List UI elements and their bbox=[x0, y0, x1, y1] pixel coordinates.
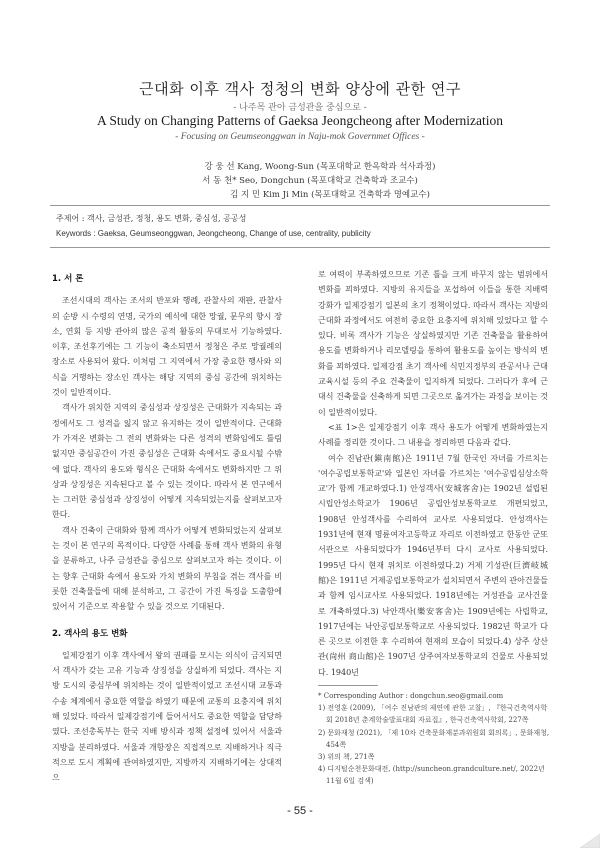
paper-subtitle-korean: - 나주목 관아 금성관을 중심으로 - bbox=[233, 103, 367, 113]
paper-subtitle-english: - Focusing on Geumseonggwan in Naju-mok Governmet Offices - bbox=[175, 132, 425, 142]
keywords-block bbox=[56, 211, 546, 241]
page-number: - 55 - bbox=[287, 805, 313, 817]
section-heading-use-change: 2. 객사의 용도 변화 bbox=[52, 628, 128, 639]
author-line: 서 동 천* Seo, Dongchun (목포대학교 건축학과 조교수) bbox=[202, 176, 418, 186]
body-paragraph: 일제강점기 이후 객사에서 왕의 권패를 모시는 의식이 금지되면서 객사가 갖는 고유 기능과 상징성을 상실하게 되었다. 객사는 지방 도시의 중심부에 위치하는 것이 일반적이었고 조선시대 교통과 수송 체계에서 중요한 역할을 하였기 때문에 교통의 요충지에 위치해 있었다. 따라서 일제강점기에 들어서서도 중요한 역할을 담당하였다. 조선총독부는 한국 지배 방식과 정책 설정에 있어서 서울과 지방을 분리하였다. 서울과 개항장은 직접적으로 지배하거나 직극적으로 도시 계획에 관여하였지만, 지방까지 지배하기에는 상대적으 bbox=[52, 650, 282, 783]
author-line: 강 웅 선 Kang, Woong-Sun (목포대학교 한옥학과 석사과정) bbox=[204, 162, 436, 172]
footnote-corresponding-author: * Corresponding Author : dongchun.seo@gmail.com bbox=[318, 692, 504, 700]
author-list bbox=[0, 160, 600, 202]
body-paragraph: 여수 진남관(鎭南館)은 1911년 7월 한국인 자녀를 가르치는 '여수공립보통학교'와 일본인 자녀를 가르치는 '여수공립심상소학교'가 함께 개교하였다.1) 안성객사(安城客舍)는 1902년 설립된 시립안성소학교가 1906년 공립안성보통학교로 개편되었고, 1908년 안성객사를 수리하여 교사로 사용되었다. 안성객사는 1931년에 현재 명륜여자고등학교 자리로 이전하였고 한동안 군또서관으로 사용되었다가 1946년부터 다시 교사로 사용되었다. 1995년 다시 현재 위치로 이전하였다.2) 거제 기성관(巨濟岐城館)은 1911년 거제공립보통학교가 설치되면서 주변의 관아건물들과 함께 임시교사로 사용되었다. 1918년에는 거성관을 교사건물로 개축하였다.3) 낙안객사(樂安客舍)는 1909년에는 사립학교, 1917년에는 낙안공립보통학교로 사용되었다. 1982년 학교가 다른 곳으로 이전한 후 수리하여 현재의 모습이 되었다.4) 상주 상산관(尙州 商山館)은 1907년 상주여자보통학교의 건물로 사용되었다. 1940년 bbox=[318, 453, 548, 677]
paper-title-korean: 근대화 이후 객사 정청의 변화 양상에 관한 연구 bbox=[139, 80, 461, 98]
section-heading-introduction: 1. 서 론 bbox=[52, 274, 84, 284]
footnote-item: 1) 전영훈 (2009), 「여수 진남관의 제연에 관한 고찰」, 『한국건축역사학회 2018년 춘계학술발표대회 자료집』, 한국건축역사학회, 227쪽 bbox=[318, 704, 548, 725]
body-paragraph: 조선시대의 객사는 조서의 반포와 행례, 관찰사의 재판, 관찰사의 순방 시 수령의 연명, 국가의 예식에 대한 망궐, 문무의 향시 장소, 연회 등 지방 관아의 많은 공적 활동의 무대로서 기능하였다. 이후, 조선후기에는 그 기능이 축소되면서 정청은 주로 망궐례의 장소로 사용되어 왔다. 이처럼 그 지역에서 가장 중요한 행사와 의식을 거행하는 장소인 객사는 해당 지역의 중심 공간에 위치하는 것이 일반적이다. bbox=[52, 296, 282, 398]
footnote-divider bbox=[318, 685, 378, 686]
body-paragraph: <표 1>은 일제강점기 이후 객사 용도가 어떻게 변화하였는지 사례를 정리한 것이다. 그 내용을 정리하면 다음과 같다. bbox=[318, 422, 548, 448]
author-line: 김 지 민 Kim Ji Min (목포대학교 건축학과 명예교수) bbox=[230, 190, 430, 200]
page-corner-icon bbox=[580, 834, 600, 848]
body-paragraph: 로 여력이 부족하였으므로 기존 틀을 크게 바꾸지 않는 범위에서 변화를 꾀하였다. 지방의 유지들을 포섭하여 이들을 통한 지배력 강화가 일제강점기 일본의 초기 정책이었다. 따라서 객사는 지방의 근대화 과정에서도 여전히 중요한 요충지에 위치해 있었다고 할 수 있다. 비록 객사가 기능은 상실하였지만 기존 건축물을 활용하여 용도를 변화하거나 리모델링을 통하여 활용도를 높이는 방식의 변화를 꾀하였다. 일제강점 초기 객사에 식민지정부의 관공서나 근대 교육시설 등의 주요 건축물이 입지하게 되었다. 그러다가 후에 근대식 건축물을 신축하게 되면 그곳으로 옮겨가는 과정을 보이는 것이 일반적이었다. bbox=[318, 270, 548, 417]
body-paragraph: 객사가 위치한 지역의 중심성과 상징성은 근대화가 지속되는 과정에서도 그 성격을 잃지 않고 유지하는 것이 일반적이다. 근대화가 가져온 변화는 그 전의 변화와는 다른 성격의 변화임에도 틀림없지만 중심공간이 가진 중심성은 근대화 속에서도 중요시될 수밖에 없다. 객사의 용도와 형식은 근대화 속에서도 변화하지만 그 위상과 상징성은 지속된다고 볼 수 있는 것이다. 따라서 본 연구에서는 그러한 중심성과 상징성이 어떻게 지속되었는지를 살펴보고자 한다. bbox=[52, 403, 282, 520]
keywords-english: Keywords : Gaeksa, Geumseonggwan, Jeongcheong, Change of use, centrality, publicity bbox=[56, 229, 371, 238]
footnote-item: 4) 디지털순천문화대전, (http://suncheon.grandculture.net/, 2022년 11월 6일 검색) bbox=[318, 765, 545, 786]
footnotes bbox=[318, 685, 550, 788]
footnote-item: 3) 위의 책, 271쪽 bbox=[318, 753, 375, 762]
keywords-korean: 주제어 : 객사, 금성관, 정청, 용도 변화, 중심성, 공공성 bbox=[56, 214, 247, 223]
body-paragraph: 객사 건축이 근대화와 함께 객사가 어떻게 변화되었는지 살펴보는 것이 본 연구의 목적이다. 다양한 사례를 통해 객사 변화의 유형을 분류하고, 나주 금성관을 중심으로 살펴보고자 하는 것이다. 이는 향후 근대화 속에서 용도와 가치 변화의 부침을 겪는 객사를 비롯한 건축물들에 대해 분석하고, 그 공간이 가진 특징을 도출함에 있어서 기준으로 작용할 수 있을 것으로 기대된다. bbox=[52, 525, 282, 612]
keyword-top-divider bbox=[50, 205, 550, 206]
right-column bbox=[318, 267, 548, 680]
paper-title-english: A Study on Changing Patterns of Gaeksa Jeongcheong after Modernization bbox=[96, 113, 504, 128]
left-column bbox=[52, 272, 282, 786]
keyword-bottom-divider bbox=[50, 247, 550, 248]
footnote-item: 2) 문화재청 (2021), 「제 10차 건축문화재분과위원회 회의록」, 문화재청, 454쪽 bbox=[318, 728, 550, 749]
